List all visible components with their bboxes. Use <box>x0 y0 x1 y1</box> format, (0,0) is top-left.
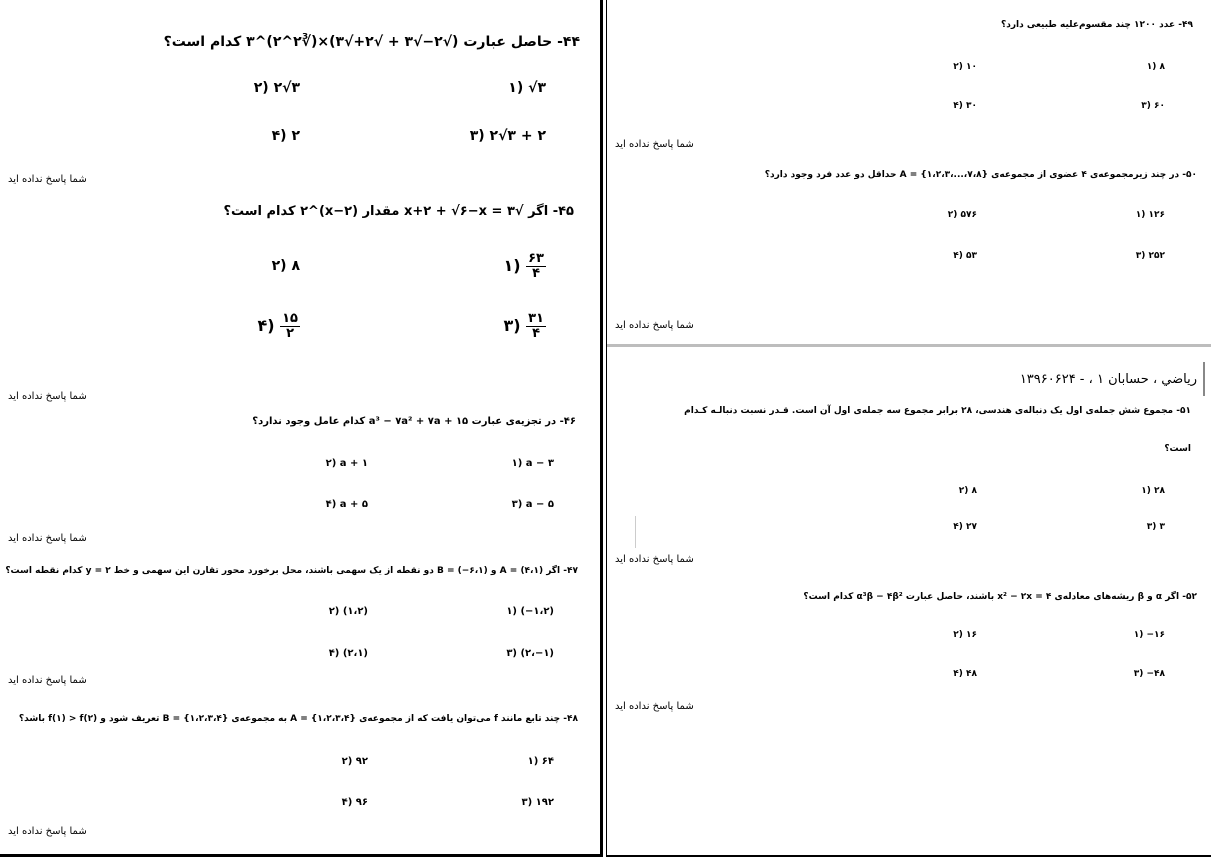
q45-option-1-numerator: ۶۳ <box>528 251 544 266</box>
q51-option-4[interactable]: ۴) ۲۷ <box>953 522 977 532</box>
q47-option-3[interactable]: ۳) (۲،−۱) <box>506 648 554 659</box>
q45-option-2[interactable]: ۲) ۸ <box>271 258 300 274</box>
q45-option-1[interactable] <box>503 252 546 281</box>
q47-option-4[interactable]: ۴) (۲،۱) <box>328 648 368 659</box>
q49-option-1[interactable]: ۱) ۸ <box>1146 62 1165 72</box>
q45-option-3-denominator: ۴ <box>532 326 541 341</box>
text-cursor-line <box>635 516 636 548</box>
q52-option-3[interactable]: ۳) −۴۸ <box>1133 669 1165 679</box>
q52-option-2[interactable]: ۲) ۱۶ <box>953 630 977 640</box>
q49-option-2[interactable]: ۲) ۱۰ <box>953 62 977 72</box>
q50-option-1[interactable]: ۱) ۱۲۶ <box>1135 210 1165 220</box>
q52-title: ۵۲- اگر α و β ریشه‌های معادله‌ی x² − ۲x = ۴ باشند، حاصل عبارت α³β − ۴β² کدام است؟ <box>803 592 1197 602</box>
q50-option-2[interactable]: ۲) ۵۷۶ <box>947 210 977 220</box>
q45-option-3-numerator: ۳۱ <box>528 311 544 326</box>
q48-option-2[interactable]: ۲) ۹۲ <box>341 756 368 767</box>
q51-option-3[interactable]: ۳) ۳ <box>1146 522 1165 532</box>
q51-title-line2: است؟ <box>1164 444 1191 454</box>
q48-option-1[interactable]: ۱) ۶۴ <box>527 756 554 767</box>
q49-option-4[interactable]: ۴) ۳۰ <box>953 101 977 111</box>
q45-option-1-label: ۱) <box>503 256 521 275</box>
q52-no-answer: شما پاسخ نداده اید <box>615 701 694 712</box>
q51-title-line1: ۵۱- مجموع شش جمله‌ی اول یک دنباله‌ی هندسی، ۲۸ برابر مجموع سه جمله‌ی اول آن است. قـدر نسبت دنبالـه کـدام <box>684 406 1191 416</box>
q45-option-4-denominator: ۲ <box>286 326 295 341</box>
q46-title: ۴۶- در تجزیه‌ی عبارت a³ − ۷a² + ۷a + ۱۵ کدام عامل وجود ندارد؟ <box>252 416 576 427</box>
right-column <box>606 0 1211 857</box>
section-header: رياضي ، حسابان ۱ ، - ۱۳۹۶۰۶۲۴ <box>1019 372 1197 387</box>
q52-option-4[interactable]: ۴) ۴۸ <box>953 669 977 679</box>
q51-option-1[interactable]: ۱) ۲۸ <box>1141 486 1165 496</box>
q46-option-4[interactable]: ۴) a + ۵ <box>325 499 368 510</box>
q48-no-answer: شما پاسخ نداده اید <box>8 826 87 837</box>
q46-no-answer: شما پاسخ نداده اید <box>8 533 87 544</box>
q51-no-answer: شما پاسخ نداده اید <box>615 554 694 565</box>
q51-option-2[interactable]: ۲) ۸ <box>958 486 977 496</box>
q50-no-answer: شما پاسخ نداده اید <box>615 320 694 331</box>
section-divider <box>607 344 1211 347</box>
q45-option-3-label: ۳) <box>503 316 521 335</box>
q45-option-1-fraction <box>526 252 546 281</box>
q44-option-1[interactable]: ۱) √۳ <box>508 80 546 96</box>
q45-option-4[interactable] <box>257 312 300 341</box>
q45-option-4-label: ۴) <box>257 316 275 335</box>
q47-option-2[interactable]: ۲) (۱،۲) <box>328 606 368 617</box>
q45-option-3[interactable] <box>503 312 546 341</box>
q50-title: ۵۰- در چند زیرمجموعه‌ی ۴ عضوی از مجموعه‌ی A = {۱،۲،۳،...،۷،۸} حداقل دو عدد فرد وجود دارد؟ <box>764 170 1197 180</box>
q46-option-2[interactable]: ۲) a + ۱ <box>325 458 368 469</box>
q45-title: ۴۵- اگر √x+۲ + √۶−x = ۳ مقدار (x−۲)^۲ کدام است؟ <box>223 204 574 219</box>
q48-option-4[interactable]: ۴) ۹۶ <box>341 797 368 808</box>
q47-option-1[interactable]: ۱) (−۱،۲) <box>506 606 554 617</box>
q44-option-4[interactable]: ۴) ۲ <box>271 128 300 144</box>
q44-option-3[interactable]: ۳) ۲√۳ + ۲ <box>469 128 546 144</box>
left-column <box>0 0 603 857</box>
q50-option-3[interactable]: ۳) ۲۵۲ <box>1135 251 1165 261</box>
q46-option-3[interactable]: ۳) a − ۵ <box>511 499 554 510</box>
q49-option-3[interactable]: ۳) ۶۰ <box>1141 101 1165 111</box>
q44-option-2[interactable]: ۲) ۲√۳ <box>253 80 300 96</box>
q45-option-1-denominator: ۴ <box>532 266 541 281</box>
q45-option-4-fraction <box>280 312 300 341</box>
section-header-bar <box>1203 362 1205 396</box>
q44-title: ۴۴- حاصل عبارت (√۲−√۳ + √۲+√۳)×(∛۲^۲)^۳ کدام است؟ <box>163 34 580 50</box>
q49-title: ۴۹- عدد ۱۲۰۰ چند مقسوم‌علیه طبیعی دارد؟ <box>1001 20 1193 30</box>
q44-no-answer: شما پاسخ نداده اید <box>8 174 87 185</box>
q46-option-1[interactable]: ۱) a − ۳ <box>511 458 554 469</box>
q50-option-4[interactable]: ۴) ۵۳ <box>953 251 977 261</box>
q45-option-3-fraction <box>526 312 546 341</box>
q47-no-answer: شما پاسخ نداده اید <box>8 675 87 686</box>
q48-title: ۴۸- چند تابع مانند f می‌توان یافت که از مجموعه‌ی A = {۱،۲،۳،۴} به مجموعه‌ی B = {۱،۲،۳،۴} تعریف شود و f(۱) > f(۲) باشد؟ <box>18 714 578 724</box>
q48-option-3[interactable]: ۳) ۱۹۲ <box>521 797 554 808</box>
q52-option-1[interactable]: ۱) −۱۶ <box>1133 630 1165 640</box>
q49-no-answer: شما پاسخ نداده اید <box>615 139 694 150</box>
q45-no-answer: شما پاسخ نداده اید <box>8 391 87 402</box>
q45-option-4-numerator: ۱۵ <box>282 311 298 326</box>
q47-title: ۴۷- اگر A = (۴،۱) و B = (−۶،۱) دو نقطه از یک سهمی باشند، محل برخورد محور تقارن این سهمی و خط y = ۲ کدام نقطه است؟ <box>5 566 578 576</box>
